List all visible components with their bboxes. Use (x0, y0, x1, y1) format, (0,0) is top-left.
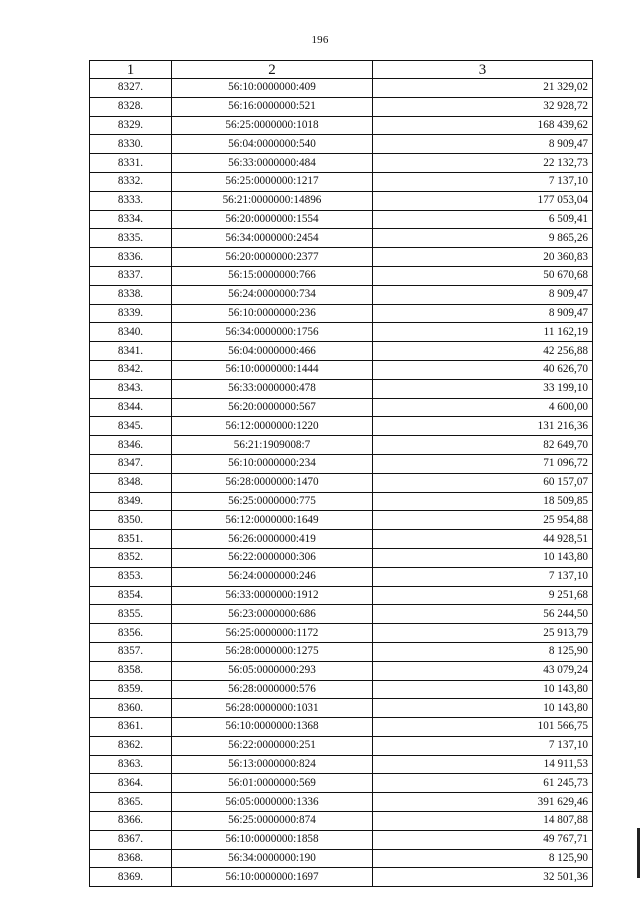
cadastral-number: 56:15:0000000:766 (172, 266, 373, 285)
row-number: 8327. (90, 79, 172, 98)
cadastral-value: 49 767,71 (373, 830, 593, 849)
table-row (90, 624, 593, 643)
cadastral-number: 56:22:0000000:306 (172, 548, 373, 567)
cadastral-number: 56:12:0000000:1649 (172, 511, 373, 530)
cadastral-number: 56:10:0000000:234 (172, 454, 373, 473)
row-number: 8340. (90, 323, 172, 342)
cadastral-number: 56:20:0000000:2377 (172, 248, 373, 267)
table-row (90, 154, 593, 173)
table-row (90, 135, 593, 154)
cadastral-number: 56:25:0000000:1172 (172, 624, 373, 643)
row-number: 8346. (90, 436, 172, 455)
cadastral-number: 56:34:0000000:190 (172, 849, 373, 868)
table-row (90, 342, 593, 361)
table-row (90, 116, 593, 135)
table-row (90, 360, 593, 379)
row-number: 8329. (90, 116, 172, 135)
row-number: 8362. (90, 736, 172, 755)
cadastral-value: 43 079,24 (373, 661, 593, 680)
cadastral-value: 8 125,90 (373, 849, 593, 868)
row-number: 8367. (90, 830, 172, 849)
row-number: 8331. (90, 154, 172, 173)
table-header (90, 61, 593, 79)
table-row (90, 436, 593, 455)
cadastral-number: 56:13:0000000:824 (172, 755, 373, 774)
table-row (90, 548, 593, 567)
cadastral-value: 20 360,83 (373, 248, 593, 267)
cadastral-value: 22 132,73 (373, 154, 593, 173)
table-row (90, 285, 593, 304)
table-row (90, 97, 593, 116)
cadastral-value: 9 865,26 (373, 229, 593, 248)
cadastral-number: 56:04:0000000:540 (172, 135, 373, 154)
cadastral-value: 8 909,47 (373, 304, 593, 323)
table-row (90, 586, 593, 605)
cadastral-number: 56:28:0000000:576 (172, 680, 373, 699)
table-row (90, 680, 593, 699)
cadastral-number: 56:16:0000000:521 (172, 97, 373, 116)
row-number: 8334. (90, 210, 172, 229)
table-row (90, 454, 593, 473)
cadastral-value: 18 509,85 (373, 492, 593, 511)
row-number: 8330. (90, 135, 172, 154)
table-row (90, 511, 593, 530)
table-row (90, 830, 593, 849)
table-row (90, 229, 593, 248)
table-row (90, 304, 593, 323)
cadastral-value: 42 256,88 (373, 342, 593, 361)
table-row (90, 79, 593, 98)
cadastral-value: 32 928,72 (373, 97, 593, 116)
row-number: 8368. (90, 849, 172, 868)
cadastral-number: 56:10:0000000:409 (172, 79, 373, 98)
cadastral-number: 56:34:0000000:2454 (172, 229, 373, 248)
cadastral-number: 56:10:0000000:1368 (172, 718, 373, 737)
row-number: 8358. (90, 661, 172, 680)
cadastral-value: 7 137,10 (373, 567, 593, 586)
table-row (90, 642, 593, 661)
table-row (90, 191, 593, 210)
cadastral-value: 8 909,47 (373, 285, 593, 304)
column-header-3: 3 (373, 61, 593, 79)
row-number: 8332. (90, 172, 172, 191)
row-number: 8347. (90, 454, 172, 473)
row-number: 8337. (90, 266, 172, 285)
cadastral-value: 25 954,88 (373, 511, 593, 530)
table-row (90, 661, 593, 680)
table-row (90, 248, 593, 267)
table-row (90, 699, 593, 718)
cadastral-value: 8 125,90 (373, 642, 593, 661)
cadastral-number: 56:25:0000000:1018 (172, 116, 373, 135)
cadastral-number: 56:34:0000000:1756 (172, 323, 373, 342)
cadastral-number: 56:10:0000000:236 (172, 304, 373, 323)
cadastral-value: 9 251,68 (373, 586, 593, 605)
row-number: 8363. (90, 755, 172, 774)
cadastral-value: 4 600,00 (373, 398, 593, 417)
cadastral-number: 56:33:0000000:484 (172, 154, 373, 173)
cadastral-number: 56:21:1909008:7 (172, 436, 373, 455)
cadastral-number: 56:12:0000000:1220 (172, 417, 373, 436)
cadastral-value: 168 439,62 (373, 116, 593, 135)
cadastral-value: 11 162,19 (373, 323, 593, 342)
table-row (90, 567, 593, 586)
cadastral-number: 56:25:0000000:775 (172, 492, 373, 511)
row-number: 8356. (90, 624, 172, 643)
cadastral-value: 21 329,02 (373, 79, 593, 98)
cadastral-value: 25 913,79 (373, 624, 593, 643)
row-number: 8344. (90, 398, 172, 417)
row-number: 8359. (90, 680, 172, 699)
row-number: 8366. (90, 812, 172, 831)
cadastral-number: 56:25:0000000:874 (172, 812, 373, 831)
cadastral-value-table (89, 60, 593, 887)
row-number: 8336. (90, 248, 172, 267)
cadastral-value: 131 216,36 (373, 417, 593, 436)
cadastral-number: 56:04:0000000:466 (172, 342, 373, 361)
cadastral-value: 10 143,80 (373, 680, 593, 699)
cadastral-value: 10 143,80 (373, 699, 593, 718)
table-row (90, 605, 593, 624)
cadastral-number: 56:10:0000000:1444 (172, 360, 373, 379)
row-number: 8339. (90, 304, 172, 323)
row-number: 8354. (90, 586, 172, 605)
cadastral-number: 56:23:0000000:686 (172, 605, 373, 624)
table-row (90, 473, 593, 492)
cadastral-value: 60 157,07 (373, 473, 593, 492)
row-number: 8353. (90, 567, 172, 586)
row-number: 8348. (90, 473, 172, 492)
table-row (90, 812, 593, 831)
cadastral-number: 56:21:0000000:14896 (172, 191, 373, 210)
column-header-1: 1 (90, 61, 172, 79)
cadastral-number: 56:22:0000000:251 (172, 736, 373, 755)
table-row (90, 774, 593, 793)
cadastral-value: 32 501,36 (373, 868, 593, 887)
cadastral-value: 44 928,51 (373, 530, 593, 549)
row-number: 8335. (90, 229, 172, 248)
row-number: 8361. (90, 718, 172, 737)
row-number: 8369. (90, 868, 172, 887)
cadastral-value: 82 649,70 (373, 436, 593, 455)
row-number: 8341. (90, 342, 172, 361)
row-number: 8350. (90, 511, 172, 530)
cadastral-number: 56:10:0000000:1697 (172, 868, 373, 887)
table-row (90, 530, 593, 549)
table-row (90, 172, 593, 191)
table-row (90, 492, 593, 511)
row-number: 8338. (90, 285, 172, 304)
row-number: 8364. (90, 774, 172, 793)
cadastral-value: 50 670,68 (373, 266, 593, 285)
cadastral-number: 56:20:0000000:1554 (172, 210, 373, 229)
cadastral-number: 56:28:0000000:1031 (172, 699, 373, 718)
row-number: 8342. (90, 360, 172, 379)
table-row (90, 379, 593, 398)
cadastral-number: 56:33:0000000:1912 (172, 586, 373, 605)
table-row (90, 868, 593, 887)
cadastral-value: 7 137,10 (373, 172, 593, 191)
cadastral-value: 71 096,72 (373, 454, 593, 473)
cadastral-number: 56:28:0000000:1470 (172, 473, 373, 492)
row-number: 8355. (90, 605, 172, 624)
cadastral-value: 177 053,04 (373, 191, 593, 210)
cadastral-number: 56:20:0000000:567 (172, 398, 373, 417)
cadastral-value: 40 626,70 (373, 360, 593, 379)
cadastral-value: 8 909,47 (373, 135, 593, 154)
cadastral-value: 7 137,10 (373, 736, 593, 755)
row-number: 8352. (90, 548, 172, 567)
row-number: 8349. (90, 492, 172, 511)
row-number: 8345. (90, 417, 172, 436)
cadastral-value: 56 244,50 (373, 605, 593, 624)
row-number: 8360. (90, 699, 172, 718)
table-row (90, 210, 593, 229)
row-number: 8365. (90, 793, 172, 812)
row-number: 8328. (90, 97, 172, 116)
cadastral-number: 56:10:0000000:1858 (172, 830, 373, 849)
cadastral-number: 56:05:0000000:293 (172, 661, 373, 680)
cadastral-value: 61 245,73 (373, 774, 593, 793)
table-row (90, 417, 593, 436)
table-row (90, 793, 593, 812)
table-row (90, 736, 593, 755)
cadastral-value: 391 629,46 (373, 793, 593, 812)
cadastral-value: 10 143,80 (373, 548, 593, 567)
cadastral-number: 56:05:0000000:1336 (172, 793, 373, 812)
cadastral-number: 56:01:0000000:569 (172, 774, 373, 793)
cadastral-value: 14 911,53 (373, 755, 593, 774)
table-row (90, 755, 593, 774)
cadastral-number: 56:24:0000000:734 (172, 285, 373, 304)
row-number: 8351. (90, 530, 172, 549)
cadastral-number: 56:24:0000000:246 (172, 567, 373, 586)
cadastral-number: 56:26:0000000:419 (172, 530, 373, 549)
cadastral-value: 33 199,10 (373, 379, 593, 398)
row-number: 8343. (90, 379, 172, 398)
cadastral-number: 56:28:0000000:1275 (172, 642, 373, 661)
cadastral-value: 6 509,41 (373, 210, 593, 229)
table-header-row (90, 61, 593, 79)
cadastral-number: 56:25:0000000:1217 (172, 172, 373, 191)
cadastral-number: 56:33:0000000:478 (172, 379, 373, 398)
cadastral-value: 14 807,88 (373, 812, 593, 831)
table-body (90, 79, 593, 887)
table-row (90, 323, 593, 342)
column-header-2: 2 (172, 61, 373, 79)
table-row (90, 718, 593, 737)
cadastral-value: 101 566,75 (373, 718, 593, 737)
table-row (90, 266, 593, 285)
table-row (90, 398, 593, 417)
row-number: 8357. (90, 642, 172, 661)
page-number: 196 (311, 34, 329, 46)
row-number: 8333. (90, 191, 172, 210)
table-row (90, 849, 593, 868)
